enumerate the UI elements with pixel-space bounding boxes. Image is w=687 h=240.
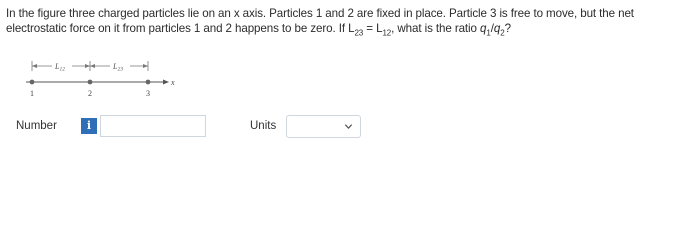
particle-2	[88, 80, 93, 85]
question-line-1	[6, 6, 682, 21]
q2-subscript: 2	[500, 28, 505, 38]
particle-diagram	[24, 56, 184, 102]
q1-symbol: q	[480, 22, 487, 35]
units-dropdown[interactable]	[286, 115, 361, 138]
particle-1	[30, 80, 35, 85]
q2-symbol: q	[493, 22, 501, 35]
question-line-1-text: In the figure three charged particles lie on an x axis. Particles 1 and 2 are fixed in place. Particle 3 is free to move, but the net	[6, 7, 634, 20]
axis-arrow-icon	[163, 80, 169, 85]
particle-1-label: 1	[30, 89, 34, 98]
l23-subscript: 23	[354, 28, 364, 38]
number-label: Number	[16, 120, 57, 132]
particle-2-label: 2	[88, 89, 92, 98]
particle-figure	[24, 56, 184, 102]
l12-symbol: L	[376, 22, 383, 35]
q1-subscript: 1	[486, 28, 491, 38]
question-line-2-text-b: , what is the ratio	[391, 22, 481, 35]
question-line-2	[6, 21, 682, 36]
arrowhead-icon	[90, 64, 95, 68]
answer-row	[0, 112, 687, 142]
units-label: Units	[250, 120, 277, 132]
question-mark: ?	[504, 22, 511, 35]
l12-subscript: 12	[382, 28, 392, 38]
question-line-2-text-a: electrostatic force on it from particles 1 and 2 happens to be zero. If	[6, 22, 349, 35]
particle-3	[146, 80, 151, 85]
arrowhead-icon	[143, 64, 148, 68]
label-l12: L12	[55, 62, 65, 73]
ratio-slash: /	[490, 22, 494, 35]
arrowhead-icon	[85, 64, 90, 68]
arrowhead-icon	[32, 64, 37, 68]
particle-3-label: 3	[146, 89, 150, 98]
chevron-down-icon	[344, 122, 353, 131]
l23-symbol: L	[348, 22, 355, 35]
axis-label: x	[171, 78, 175, 87]
info-icon[interactable]: i	[81, 118, 97, 134]
label-l23: L23	[113, 62, 123, 73]
equals-sign: =	[363, 22, 377, 35]
number-input[interactable]	[100, 115, 206, 137]
question-text	[6, 6, 682, 36]
